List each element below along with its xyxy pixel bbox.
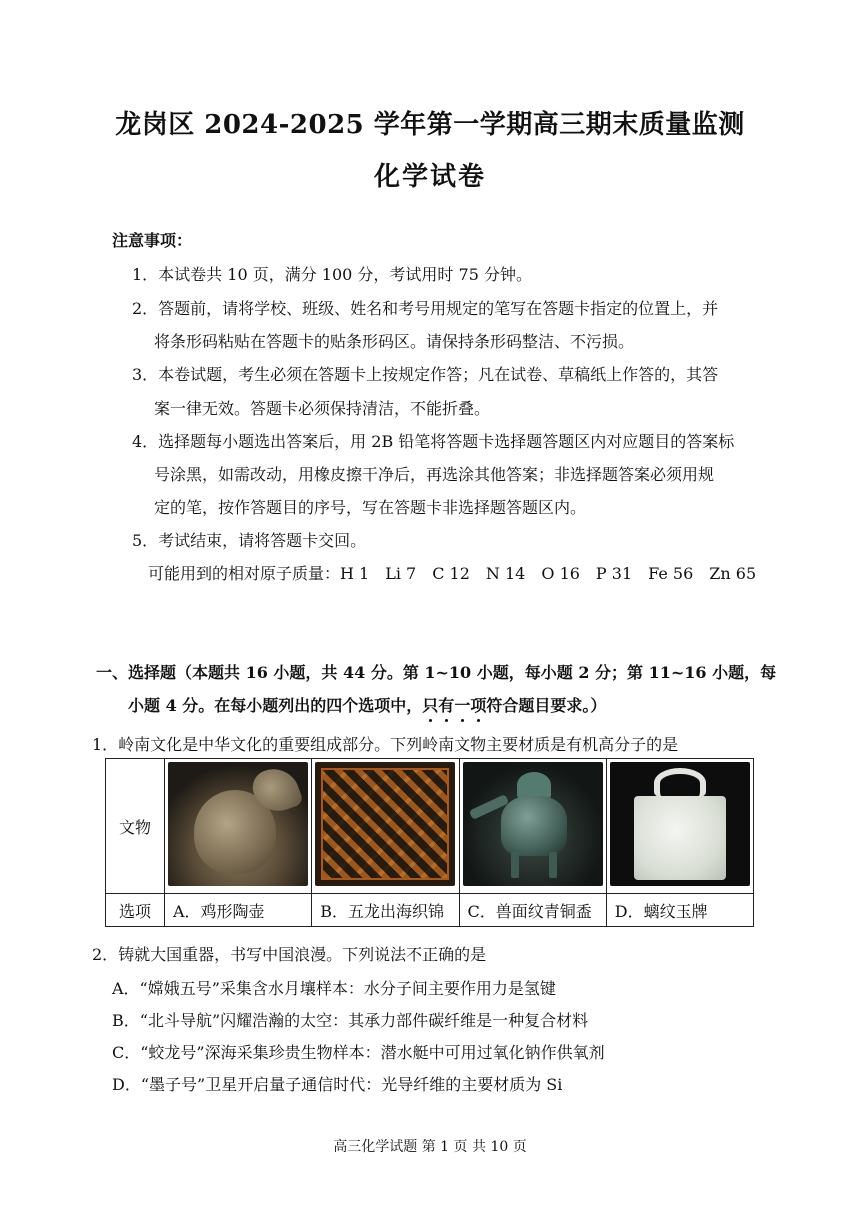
atomic-masses: 可能用到的相对原子质量：H 1 Li 7 C 12 N 14 O 16 P 31 Fe 56 Zn 65 (148, 564, 757, 583)
page-subtitle: 化学试卷 (373, 162, 486, 192)
row-label-artifact: 文物 (106, 759, 165, 894)
question-1-stem: 1．岭南文化是中华文化的重要组成部分。下列岭南文物主要材质是有机高分子的是 (92, 735, 679, 754)
section-heading-cont (128, 693, 606, 716)
bronze-vessel-image (463, 762, 603, 886)
brocade-image (315, 762, 455, 886)
artifact-cell-c (459, 759, 606, 894)
option-a: A．鸡形陶壶 (165, 894, 312, 927)
question-2-option-b: B．“北斗导航”闪耀浩瀚的太空：其承力部件碳纤维是一种复合材料 (112, 1011, 589, 1030)
notice-item-2: 2．答题前，请将学校、班级、姓名和考号用规定的笔写在答题卡指定的位置上，并 (132, 299, 719, 318)
emphasis-char: 只 (422, 693, 438, 716)
section-heading-text: 小题 4 分。在每小题列出的四个选项中， (128, 696, 423, 715)
notice-item-2-cont: 将条形码粘贴在答题卡的贴条形码区。请保持条形码整洁、不污损。 (154, 332, 635, 351)
emphasis-char: 有 (438, 693, 454, 716)
question-2-stem: 2．铸就大国重器，书写中国浪漫。下列说法不正确的是 (92, 945, 487, 964)
notice-item-4: 4．选择题每小题选出答案后，用 2B 铅笔将答题卡选择题答题区内对应题目的答案标 (132, 432, 735, 451)
question-1-table (105, 758, 754, 927)
section-heading: 一、选择题（本题共 16 小题，共 44 分。第 1~10 小题，每小题 2 分；第 11~16 小题，每 (96, 663, 777, 682)
notice-item-5: 5．考试结束，请将答题卡交回。 (132, 531, 367, 550)
pot-image (168, 762, 308, 886)
row-label-option: 选项 (106, 894, 165, 927)
notice-item-3: 3．本卷试题，考生必须在答题卡上按规定作答；凡在试卷、草稿纸上作答的，其答 (132, 365, 719, 384)
notice-item-3-cont: 案一律无效。答题卡必须保持清洁，不能折叠。 (154, 399, 491, 418)
option-b: B．五龙出海织锦 (312, 894, 459, 927)
notice-item-4-cont2: 定的笔，按作答题目的序号，写在答题卡非选择题答题区内。 (154, 498, 587, 517)
question-2-option-a: A．“嫦娥五号”采集含水月壤样本：水分子间主要作用力是氢键 (112, 979, 556, 998)
artifact-cell-a (165, 759, 312, 894)
emphasis-char: 项 (470, 693, 486, 716)
emphasis-char: 一 (454, 693, 470, 716)
page-footer: 高三化学试题 第 1 页 共 10 页 (333, 1139, 527, 1155)
question-2-option-c: C．“蛟龙号”深海采集珍贵生物样本：潜水艇中可用过氧化钠作供氧剂 (112, 1043, 605, 1062)
page-title: 龙岗区 2024-2025 学年第一学期高三期末质量监测 (115, 110, 745, 140)
notice-item-1: 1．本试卷共 10 页，满分 100 分，考试用时 75 分钟。 (132, 265, 532, 284)
artifact-cell-b (312, 759, 459, 894)
option-c: C．兽面纹青铜盉 (459, 894, 606, 927)
section-heading-text: 符合题目要求。） (486, 696, 607, 715)
jade-plaque-image (610, 762, 750, 886)
question-2-option-d: D．“墨子号”卫星开启量子通信时代：光导纤维的主要材质为 Si (112, 1075, 563, 1094)
option-d: D．螭纹玉牌 (606, 894, 753, 927)
artifact-cell-d (606, 759, 753, 894)
notice-item-4-cont: 号涂黑，如需改动，用橡皮擦干净后，再选涂其他答案；非选择题答案必须用规 (154, 465, 715, 484)
notice-heading: 注意事项： (112, 231, 193, 250)
